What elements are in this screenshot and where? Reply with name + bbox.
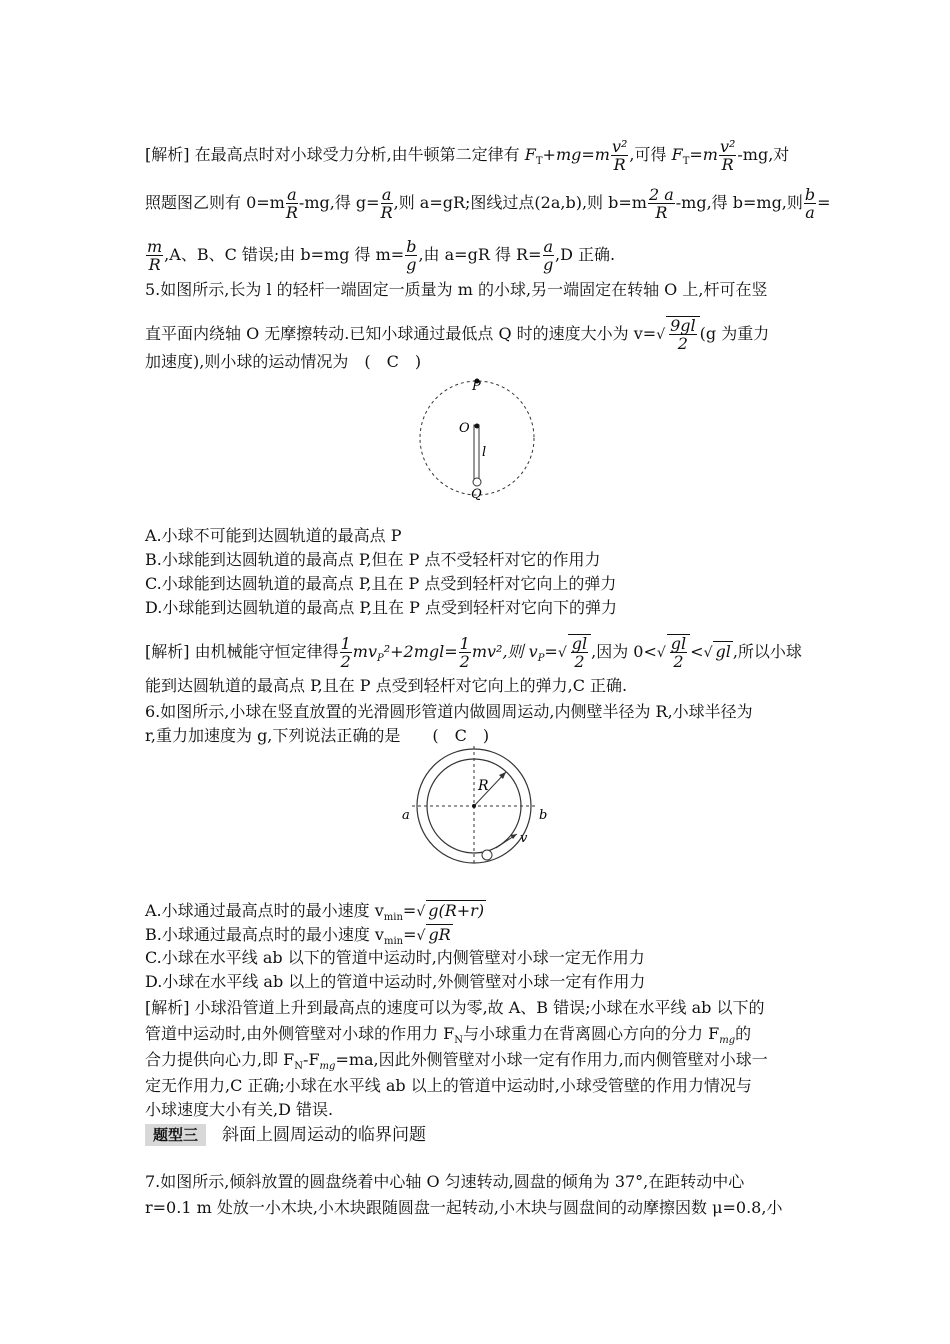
- q5-analysis-line1: [解析] 由机械能守恒定律得 $\frac{1}{2}$ $mv_P^2+2mgl=$ $\frac{1}{2}$ mv²,则 $v_P=√$ $\frac{gl}{2}$ ,因为 0<√ $\frac{gl}{2}$ <√ gl ,所以小球: [145, 634, 802, 671]
- ball-at-q: [473, 478, 481, 486]
- label-o: O: [459, 421, 470, 436]
- q7-stem-line2: r=0.1 m 处放一小木块,小木块跟随圆盘一起转动,小木块与圆盘间的动摩擦因数 μ=0.8,小: [145, 1198, 783, 1217]
- center-dot: [472, 804, 476, 808]
- fraction: $\frac{gl}{2}$: [670, 634, 687, 671]
- label-b: b: [539, 808, 548, 823]
- section-badge: 题型三: [145, 1124, 206, 1146]
- q5-figure-rod-circle: [410, 368, 550, 508]
- label-a: a: [402, 808, 410, 823]
- q5-stem-line2: 直平面内绕轴 O 无摩擦转动.已知小球通过最低点 Q 时的速度大小为 v=√ $\frac{9gl}{2}$ (g 为重力: [145, 316, 770, 353]
- label-v: v: [520, 831, 528, 846]
- section-title: 斜面上圆周运动的临界问题: [222, 1125, 427, 1145]
- analysis4-line2: 照题图乙则有 0=m $\frac{a}{R}$ -mg,得 g= $\frac{a}{R}$ ,则 a=gR;图线过点(2a,b),则 b=m $\frac{2 a}{R}$ -mg,得 b=mg,则 $\frac{b}{a}$ =: [145, 185, 831, 222]
- fraction: $\frac{gl}{2}$: [571, 634, 588, 671]
- q5-analysis-line2: 能到达圆轨道的最高点 P,且在 P 点受到轻杆对它向上的弹力,C 正确.: [145, 676, 628, 695]
- fraction: $\frac{b}{a}$: [804, 185, 816, 222]
- section-heading: [145, 1124, 426, 1146]
- fraction: $\frac{2 a}{R}$: [648, 185, 674, 222]
- fraction: $\frac{a}{R}$: [380, 185, 393, 222]
- q6-stem-line2: r,重力加速度为 g,下列说法正确的是 ( C ): [145, 726, 490, 745]
- label-l: l: [482, 445, 487, 460]
- ball-in-tube: [482, 850, 492, 860]
- fraction: $\frac{a}{R}$: [285, 185, 298, 222]
- q5-option-b: B.小球能到达圆轨道的最高点 P,但在 P 点不受轻杆对它的作用力: [145, 550, 601, 569]
- q6-stem-line1: 6.如图所示,小球在竖直放置的光滑圆形管道内做圆周运动,内侧壁半径为 R,小球半径为: [145, 702, 753, 721]
- fraction: $\frac{a}{g}$: [543, 237, 554, 274]
- pivot-o-dot: [475, 424, 480, 429]
- q5-stem-line1: 5.如图所示,长为 l 的轻杆一端固定一质量为 m 的小球,另一端固定在转轴 O 上,杆可在竖: [145, 280, 768, 299]
- fraction: $\frac{1}{2}$: [459, 634, 470, 671]
- analysis4-line3: $\frac{m}{R}$ ,A、B、C 错误;由 b=mg 得 m= $\frac{b}{g}$ ,由 a=gR 得 R= $\frac{a}{g}$ ,D 正确.: [147, 237, 616, 274]
- q5-option-c: C.小球能到达圆轨道的最高点 P,且在 P 点受到轻杆对它向上的弹力: [145, 574, 617, 593]
- fraction: $\frac{m}{R}$: [147, 237, 163, 274]
- q6-figure-tube: [400, 744, 560, 874]
- q5-stem-line3: 加速度),则小球的运动情况为 ( C ): [145, 352, 422, 371]
- label-q: Q: [471, 487, 482, 502]
- q6-analysis-line4: 定无作用力,C 正确;小球在水平线 ab 以上的管道中运动时,小球受管壁的作用力情况与: [145, 1076, 752, 1095]
- q6-analysis-line1: [解析] 小球沿管道上升到最高点的速度可以为零,故 A、B 错误;小球在水平线 ab 以下的: [145, 998, 765, 1017]
- q5-option-d: D.小球能到达圆轨道的最高点 P,且在 P 点受到轻杆对它向下的弹力: [145, 598, 617, 617]
- q6-analysis-line2: 管道中运动时,由外侧管壁对小球的作用力 $F_N$与小球重力在背离圆心方向的分力 $F_{mg}$的: [145, 1024, 752, 1047]
- q6-option-b: B.小球通过最高点时的最小速度 $v_{min}=√$ gR: [145, 925, 451, 948]
- q7-stem-line1: 7.如图所示,倾斜放置的圆盘绕着中心轴 O 匀速转动,圆盘的倾角为 37°,在距转动中心: [145, 1172, 745, 1191]
- fraction: $\frac{9gl}{2}$: [670, 316, 696, 353]
- q6-option-d: D.小球在水平线 ab 以上的管道中运动时,外侧管壁对小球一定有作用力: [145, 972, 646, 991]
- light-rod: [474, 425, 479, 480]
- q5-option-a: A.小球不可能到达圆轨道的最高点 P: [145, 526, 402, 545]
- fraction: $\frac{\text{v²}}{R}$: [611, 137, 628, 174]
- label-r: R: [478, 778, 489, 794]
- label-p: P: [472, 379, 481, 394]
- q6-analysis-line3: 合力提供向心力,即 $F_N-F_{mg}=ma$,因此外侧管壁对小球一定有作用力,而内侧管壁对小球一: [145, 1050, 768, 1073]
- q6-analysis-line5: 小球速度大小有关,D 错误.: [145, 1100, 334, 1119]
- q6-option-a: A.小球通过最高点时的最小速度 $v_{min}=√$ g(R+r): [145, 901, 485, 924]
- analysis4-line1: [解析] 在最高点时对小球受力分析,由牛顿第二定律有 $F_T+mg=m$ $\frac{\text{v²}}{R}$ ,可得 $F_T=m$ $\frac{\text{v²}}{R}$ -mg,对: [145, 137, 790, 174]
- q6-option-c: C.小球在水平线 ab 以下的管道中运动时,内侧管壁对小球一定无作用力: [145, 948, 645, 967]
- fraction: $\frac{\text{v²}}{R}$: [719, 137, 736, 174]
- fraction: $\frac{b}{g}$: [406, 237, 417, 274]
- fraction: $\frac{1}{2}$: [340, 634, 351, 671]
